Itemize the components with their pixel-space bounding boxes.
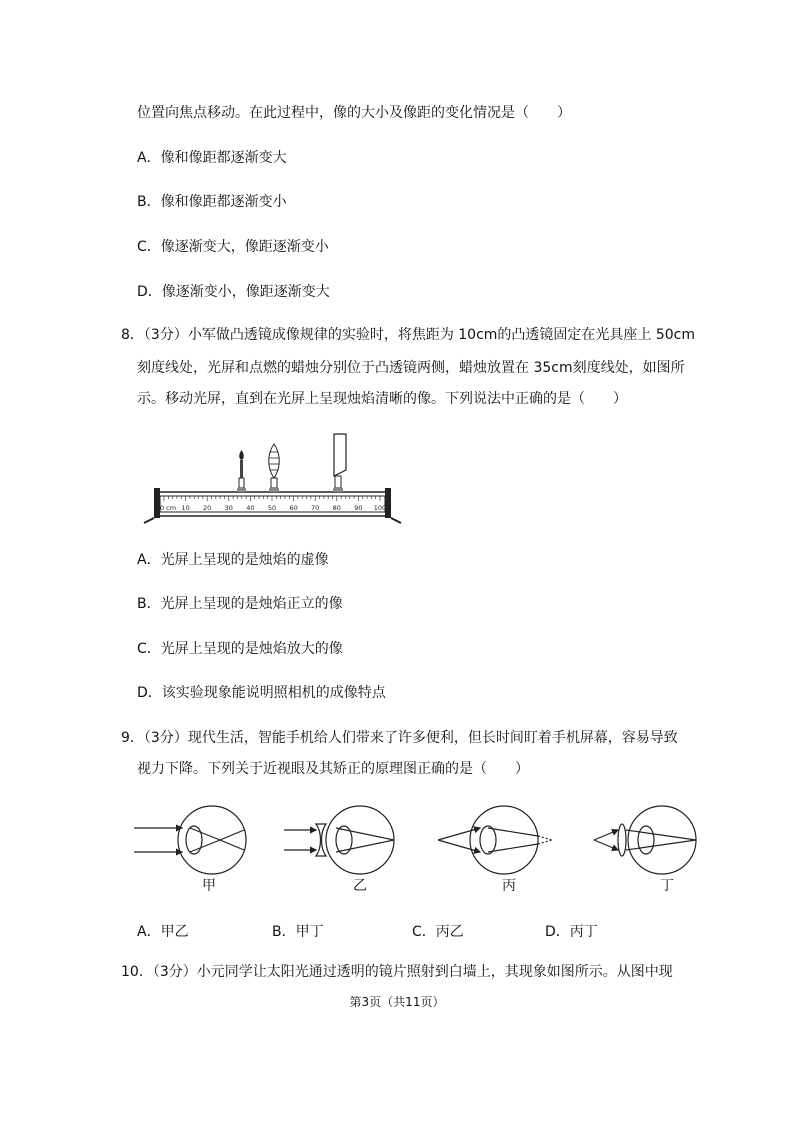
ruler-label: 30 <box>224 504 233 512</box>
eye-diagram-yi <box>284 806 394 874</box>
eye-diagram-jia <box>134 806 246 874</box>
eye-label-ding: 丁 <box>660 878 674 894</box>
q8-stem-line-1: 8．（3分）小军做凸透镜成像规律的实验时，将焦距为 10cm的凸透镜固定在光具座上 50cm <box>121 327 696 343</box>
ruler-label: 0 cm <box>159 504 177 512</box>
q9-stem-line-1: 9．（3分）现代生活，智能手机给人们带来了许多便利，但长时间盯着手机屏幕，容易导致 <box>121 730 678 746</box>
q9-stem-line-2: 视力下降。下列关于近视眼及其矫正的原理图正确的是（ ） <box>137 761 529 777</box>
q7-continuation: 位置向焦点移动。在此过程中，像的大小及像距的变化情况是（ ） <box>137 105 571 121</box>
light-screen <box>333 434 346 492</box>
eye-label-bing: 丙 <box>502 878 516 894</box>
candle <box>237 450 246 492</box>
ruler-label: 70 <box>311 504 320 512</box>
eye-label-yi: 乙 <box>353 878 367 894</box>
q7-option-c: C．像逐渐变大，像距逐渐变小 <box>137 239 329 255</box>
ruler-label: 90 <box>354 504 363 512</box>
q9-option-c: C．丙乙 <box>412 924 464 940</box>
ruler-label: 10 <box>181 504 190 512</box>
eye-diagram-ding <box>594 806 696 874</box>
q8-option-b: B．光屏上呈现的是烛焰正立的像 <box>137 596 343 612</box>
ruler-label: 50 <box>267 504 277 512</box>
eye-label-jia: 甲 <box>202 878 216 894</box>
q9-option-b: B．甲丁 <box>272 924 324 940</box>
bench-right-stand <box>385 488 401 523</box>
convex-lens <box>269 444 280 492</box>
q9-options <box>137 921 617 941</box>
q8-option-c: C．光屏上呈现的是烛焰放大的像 <box>137 641 343 657</box>
q7-option-a: A．像和像距都逐渐变大 <box>137 150 287 166</box>
page-footer: 第3页（共11页） <box>349 995 445 1009</box>
q9-option-a: A．甲乙 <box>137 924 189 940</box>
eye-diagram-bing <box>438 806 552 874</box>
ruler-label: 20 <box>203 504 212 512</box>
q7-option-d: D．像逐渐变小，像距逐渐变大 <box>137 284 330 300</box>
optical-bench-figure <box>140 430 405 525</box>
ruler-label: 40 <box>246 504 255 512</box>
q9-option-d: D．丙丁 <box>545 924 598 940</box>
q8-stem-line-3: 示。移动光屏，直到在光屏上呈现烛焰清晰的像。下列说法中正确的是（ ） <box>137 391 627 407</box>
ruler-label: 60 <box>289 504 298 512</box>
bench-left-stand <box>144 488 160 523</box>
q8-option-d: D．该实验现象能说明照相机的成像特点 <box>137 685 386 701</box>
q8-option-a: A．光屏上呈现的是烛焰的虚像 <box>137 552 329 568</box>
q10-stem-line-1: 10．（3分）小元同学让太阳光通过透明的镜片照射到白墙上，其现象如图所示。从图中现 <box>121 964 673 980</box>
ruler-label: 80 <box>332 504 341 512</box>
q7-option-b: B．像和像距都逐渐变小 <box>137 194 287 210</box>
q8-stem-line-2: 刻度线处，光屏和点燃的蜡烛分别位于凸透镜两侧，蜡烛放置在 35cm刻度线处，如图所 <box>137 360 685 376</box>
eye-diagrams <box>132 800 712 880</box>
ruler-label: 100 <box>373 504 387 512</box>
